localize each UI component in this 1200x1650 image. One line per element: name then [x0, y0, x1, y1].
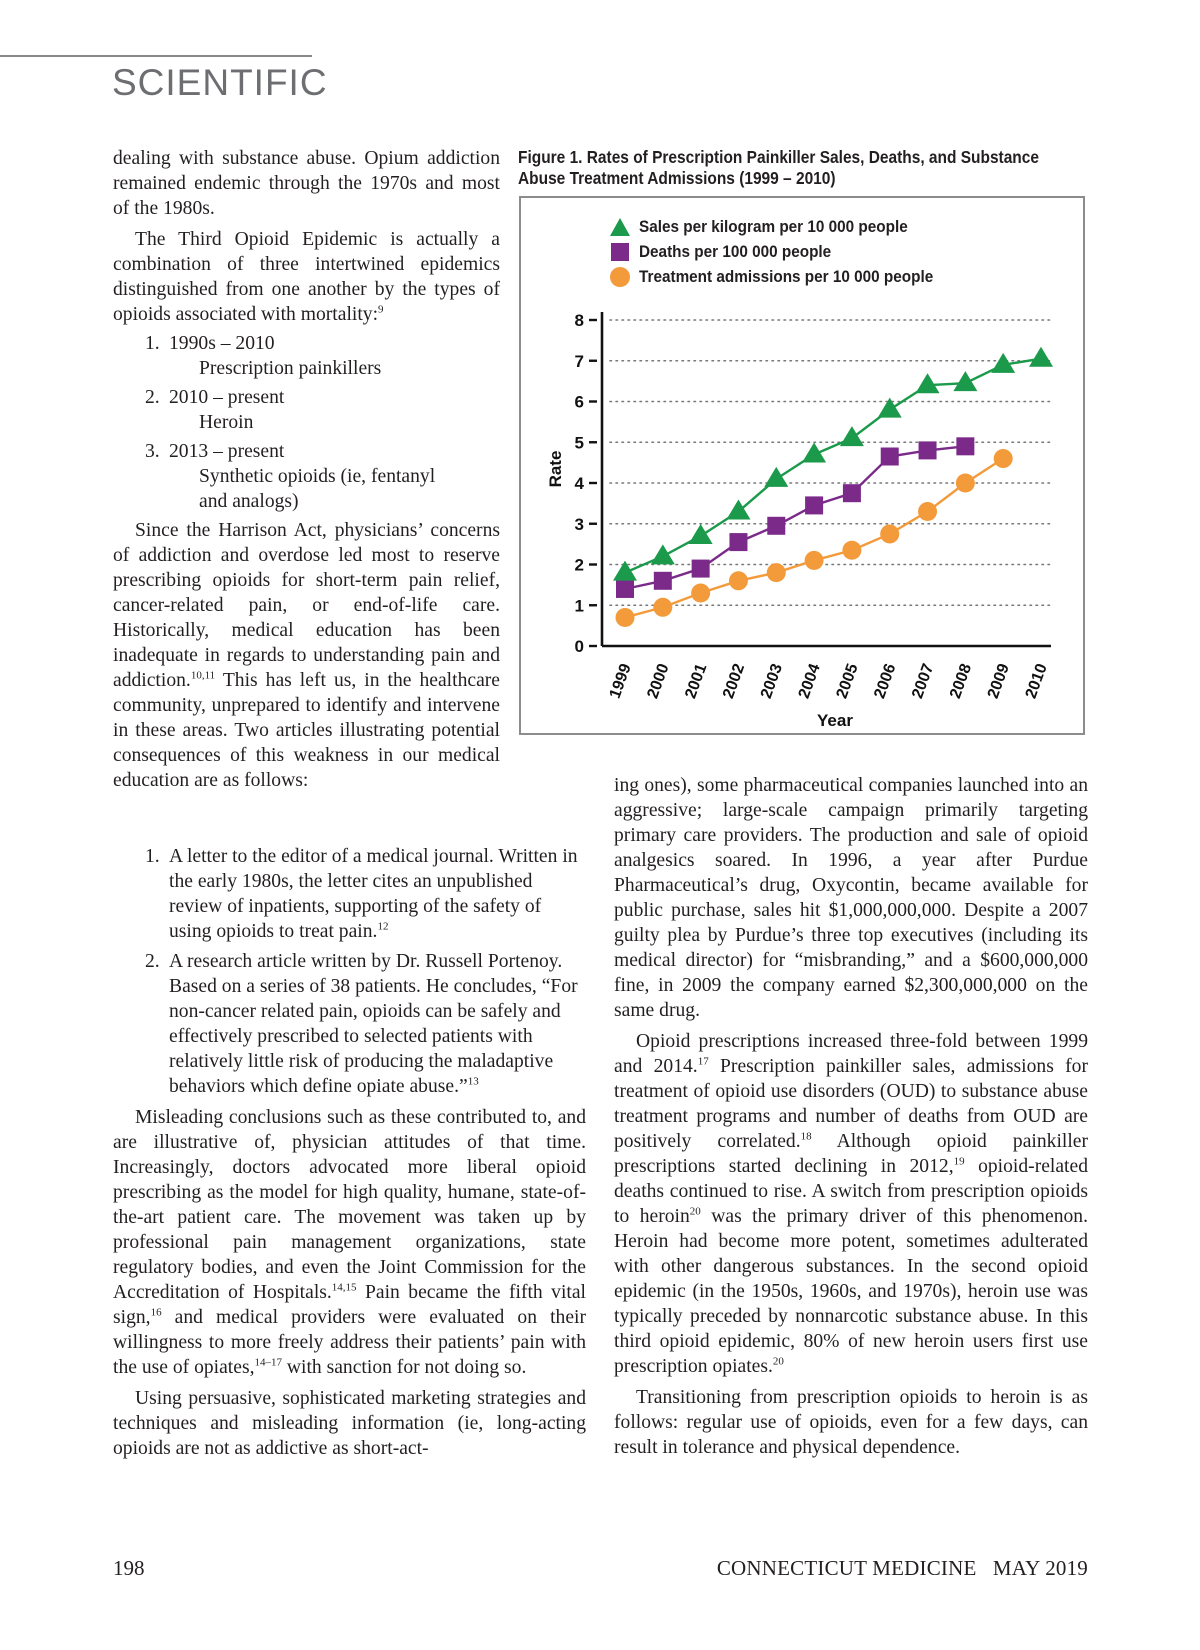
- article-list: [113, 844, 586, 1099]
- x-tick-label: 2005: [833, 661, 862, 701]
- paragraph: Transitioning from prescription opioids to heroin is as follows: regular use of opioids, even for a few days, can result in tolerance and physical dependence.: [614, 1387, 1088, 1458]
- data-point: [919, 441, 937, 459]
- caption-line: Abuse Treatment Admissions (1999 – 2010): [518, 168, 836, 188]
- legend-item-sales: Sales per kilogram per 10 000 people: [609, 214, 966, 239]
- journal-footer: CONNECTICUT MEDICINE MAY 2019: [716, 1556, 1088, 1580]
- data-point: [729, 571, 748, 590]
- paragraph: Misleading conclusions such as these contributed to, and are illustrative of, physician attitudes of that time. Increasingly, doctors advocated more liberal opioid prescribing as the model for high quality, humane, state-of-the-art patient care. The movement was taken up by professional pain management organizations, state regulatory bodies, and even the Joint Commission for the Accreditation of Hospitals.$^{14,15}$ Pain became the fifth vital sign,$^{16}$ and medical providers were evaluated on their willingness to more freely address their patients’ pain with the use of opiates,$^{14-17}$ with sanction for not doing so.: [113, 1107, 586, 1378]
- x-tick-label: 2001: [682, 661, 711, 701]
- left-column-lower: [113, 838, 586, 1461]
- data-point: [918, 502, 937, 521]
- paragraph: dealing with substance abuse. Opium addiction remained endemic through the 1970s and most of the 1980s.: [113, 148, 500, 219]
- y-tick-label: 4: [574, 474, 584, 493]
- y-tick-label: 6: [574, 392, 584, 412]
- data-point: [651, 544, 675, 564]
- list-item: 1. 1990s – 2010 Prescription painkillers: [145, 333, 382, 379]
- data-point: [956, 474, 975, 493]
- paragraph: ing ones), some pharmaceutical companies launched into an aggressive; large-scale campaign primarily targeting primary care providers. The production and sale of opioid analgesics soared. In 1996, a year after Purdue Pharmaceutical’s drug, Oxycontin, became available for public purchase, sales hit $1,000,000,000. Despite a 2007 guilty plea by Purdue’s three top executives (including its medical director) for “misbranding,” and a $600,000,000 fine, in 2009 the company earned $2,300,000,000 on the same drug.: [614, 775, 1088, 1021]
- y-tick-label: 1: [574, 596, 584, 616]
- data-point: [692, 560, 710, 578]
- legend-item-deaths: Deaths per 100 000 people: [609, 239, 966, 264]
- data-point: [726, 500, 750, 520]
- data-point: [805, 551, 824, 570]
- section-label: SCIENTIFIC: [112, 62, 328, 103]
- data-point: [689, 524, 713, 544]
- x-tick-label: 2002: [720, 661, 749, 701]
- y-axis-label: Rate: [546, 450, 565, 488]
- x-tick-label: 2007: [909, 661, 938, 701]
- x-tick-label: 2000: [644, 661, 673, 701]
- paragraph: Since the Harrison Act, physicians’ concerns of addiction and overdose led most to reserve prescribing opioids for short-term pain relief, cancer-related pain, or end-of-life care. Historically, medical education has been inadequate in regards to understanding pain and addiction.$^{10,11}$ This has left us, in the healthcare community, unprepared to identify and intervene in these areas. Two articles illustrating potential consequences of this weakness in our medical education are as follows:: [113, 520, 500, 791]
- data-point: [994, 449, 1013, 468]
- data-point: [616, 580, 634, 598]
- paragraph: Using persuasive, sophisticated marketing strategies and techniques and misleading information (ie, long-acting opioids are not as addictive as short-act-: [113, 1388, 586, 1459]
- x-tick-label: 2004: [795, 661, 824, 701]
- data-point: [843, 484, 861, 502]
- x-tick-label: 2010: [1022, 661, 1051, 701]
- legend-item-treatment: Treatment admissions per 10 000 people: [609, 264, 966, 289]
- data-point: [654, 572, 672, 590]
- paragraph: The Third Opioid Epidemic is actually a combination of three intertwined epidemics distinguished from one another by the types of opioids associated with mortality:$^9$: [113, 229, 500, 325]
- x-tick-label: 2008: [946, 661, 976, 701]
- data-point: [802, 442, 826, 462]
- paragraph: Opioid prescriptions increased three-fold between 1999 and 2014.17 Prescription painkiller sales, admissions for treatment of opioid use disorders (OUD) to substance abuse treatment programs and number of deaths from OUD are positively correlated.$^{18}$ Although opioid painkiller prescriptions started declining in 2012,19 opioid-related deaths continued to rise. A switch from prescription opioids to heroin$^{20}$ was the primary driver of this phenomenon. Heroin had become more potent, sometimes adulterated with other dangerous substances. In the second opioid epidemic (in the 1950s, 1960s, and 1970s), heroin use was typically preceded by nonnarcotic substance abuse. In this third opioid epidemic, 80% of new heroin users first use prescription opiates.$^{20}$: [614, 1031, 1089, 1377]
- y-tick-label: 7: [574, 351, 584, 371]
- page-number: 198: [113, 1556, 145, 1580]
- data-point: [840, 426, 864, 446]
- caption-line: Figure 1. Rates of Prescription Painkiller Sales, Deaths, and Substance: [518, 147, 1039, 167]
- x-tick-label: 1999: [606, 661, 635, 701]
- list-item: 2. 2010 – present Heroin: [145, 387, 285, 433]
- data-point: [880, 524, 899, 543]
- list-item: 1. A letter to the editor of a medical journal. Written in the early 1980s, the letter cites an unpublished review of inpatients, supporting of the safety of using opioids to treat pain.$^{12}$: [145, 846, 578, 942]
- list-item: 2. A research article written by Dr. Russell Portenoy. Based on a series of 38 patients. He concludes, “For non-cancer related pain, opioids can be safely and effectively prescribed to selected patients with relatively little risk of producing the maladaptive behaviors which define opiate abuse.”$^{13}$: [145, 951, 578, 1097]
- data-point: [729, 533, 747, 551]
- data-point: [953, 371, 977, 391]
- data-point: [764, 467, 788, 487]
- data-point: [878, 398, 902, 418]
- right-column: [614, 773, 1088, 1460]
- data-point: [842, 541, 861, 560]
- y-tick-label: 0: [574, 637, 584, 656]
- line-chart: [521, 198, 1083, 733]
- epidemic-list: [113, 331, 500, 514]
- data-point: [767, 517, 785, 535]
- data-point: [881, 448, 899, 466]
- x-tick-label: 2006: [871, 661, 900, 701]
- y-tick-label: 3: [574, 514, 584, 534]
- data-point: [767, 563, 786, 582]
- x-axis-label: Year: [817, 711, 853, 730]
- x-tick-label: 2009: [984, 661, 1013, 701]
- header-rule: [0, 55, 312, 57]
- y-tick-label: 5: [574, 433, 584, 453]
- data-point: [916, 373, 940, 393]
- y-tick-label: 2: [574, 555, 584, 575]
- data-point: [805, 496, 823, 514]
- data-point: [956, 437, 974, 455]
- data-point: [613, 561, 637, 581]
- figure-chart: [519, 196, 1085, 735]
- data-point: [1029, 347, 1053, 367]
- data-point: [691, 584, 710, 603]
- left-column-upper: [113, 146, 500, 793]
- list-item: 3. 2013 – present Synthetic opioids (ie, fentanyl and analogs): [145, 441, 436, 512]
- x-tick-label: 2003: [757, 661, 787, 701]
- figure-caption: [518, 147, 1040, 189]
- data-point: [653, 598, 672, 617]
- data-point: [616, 608, 635, 627]
- y-tick-label: 8: [574, 311, 584, 330]
